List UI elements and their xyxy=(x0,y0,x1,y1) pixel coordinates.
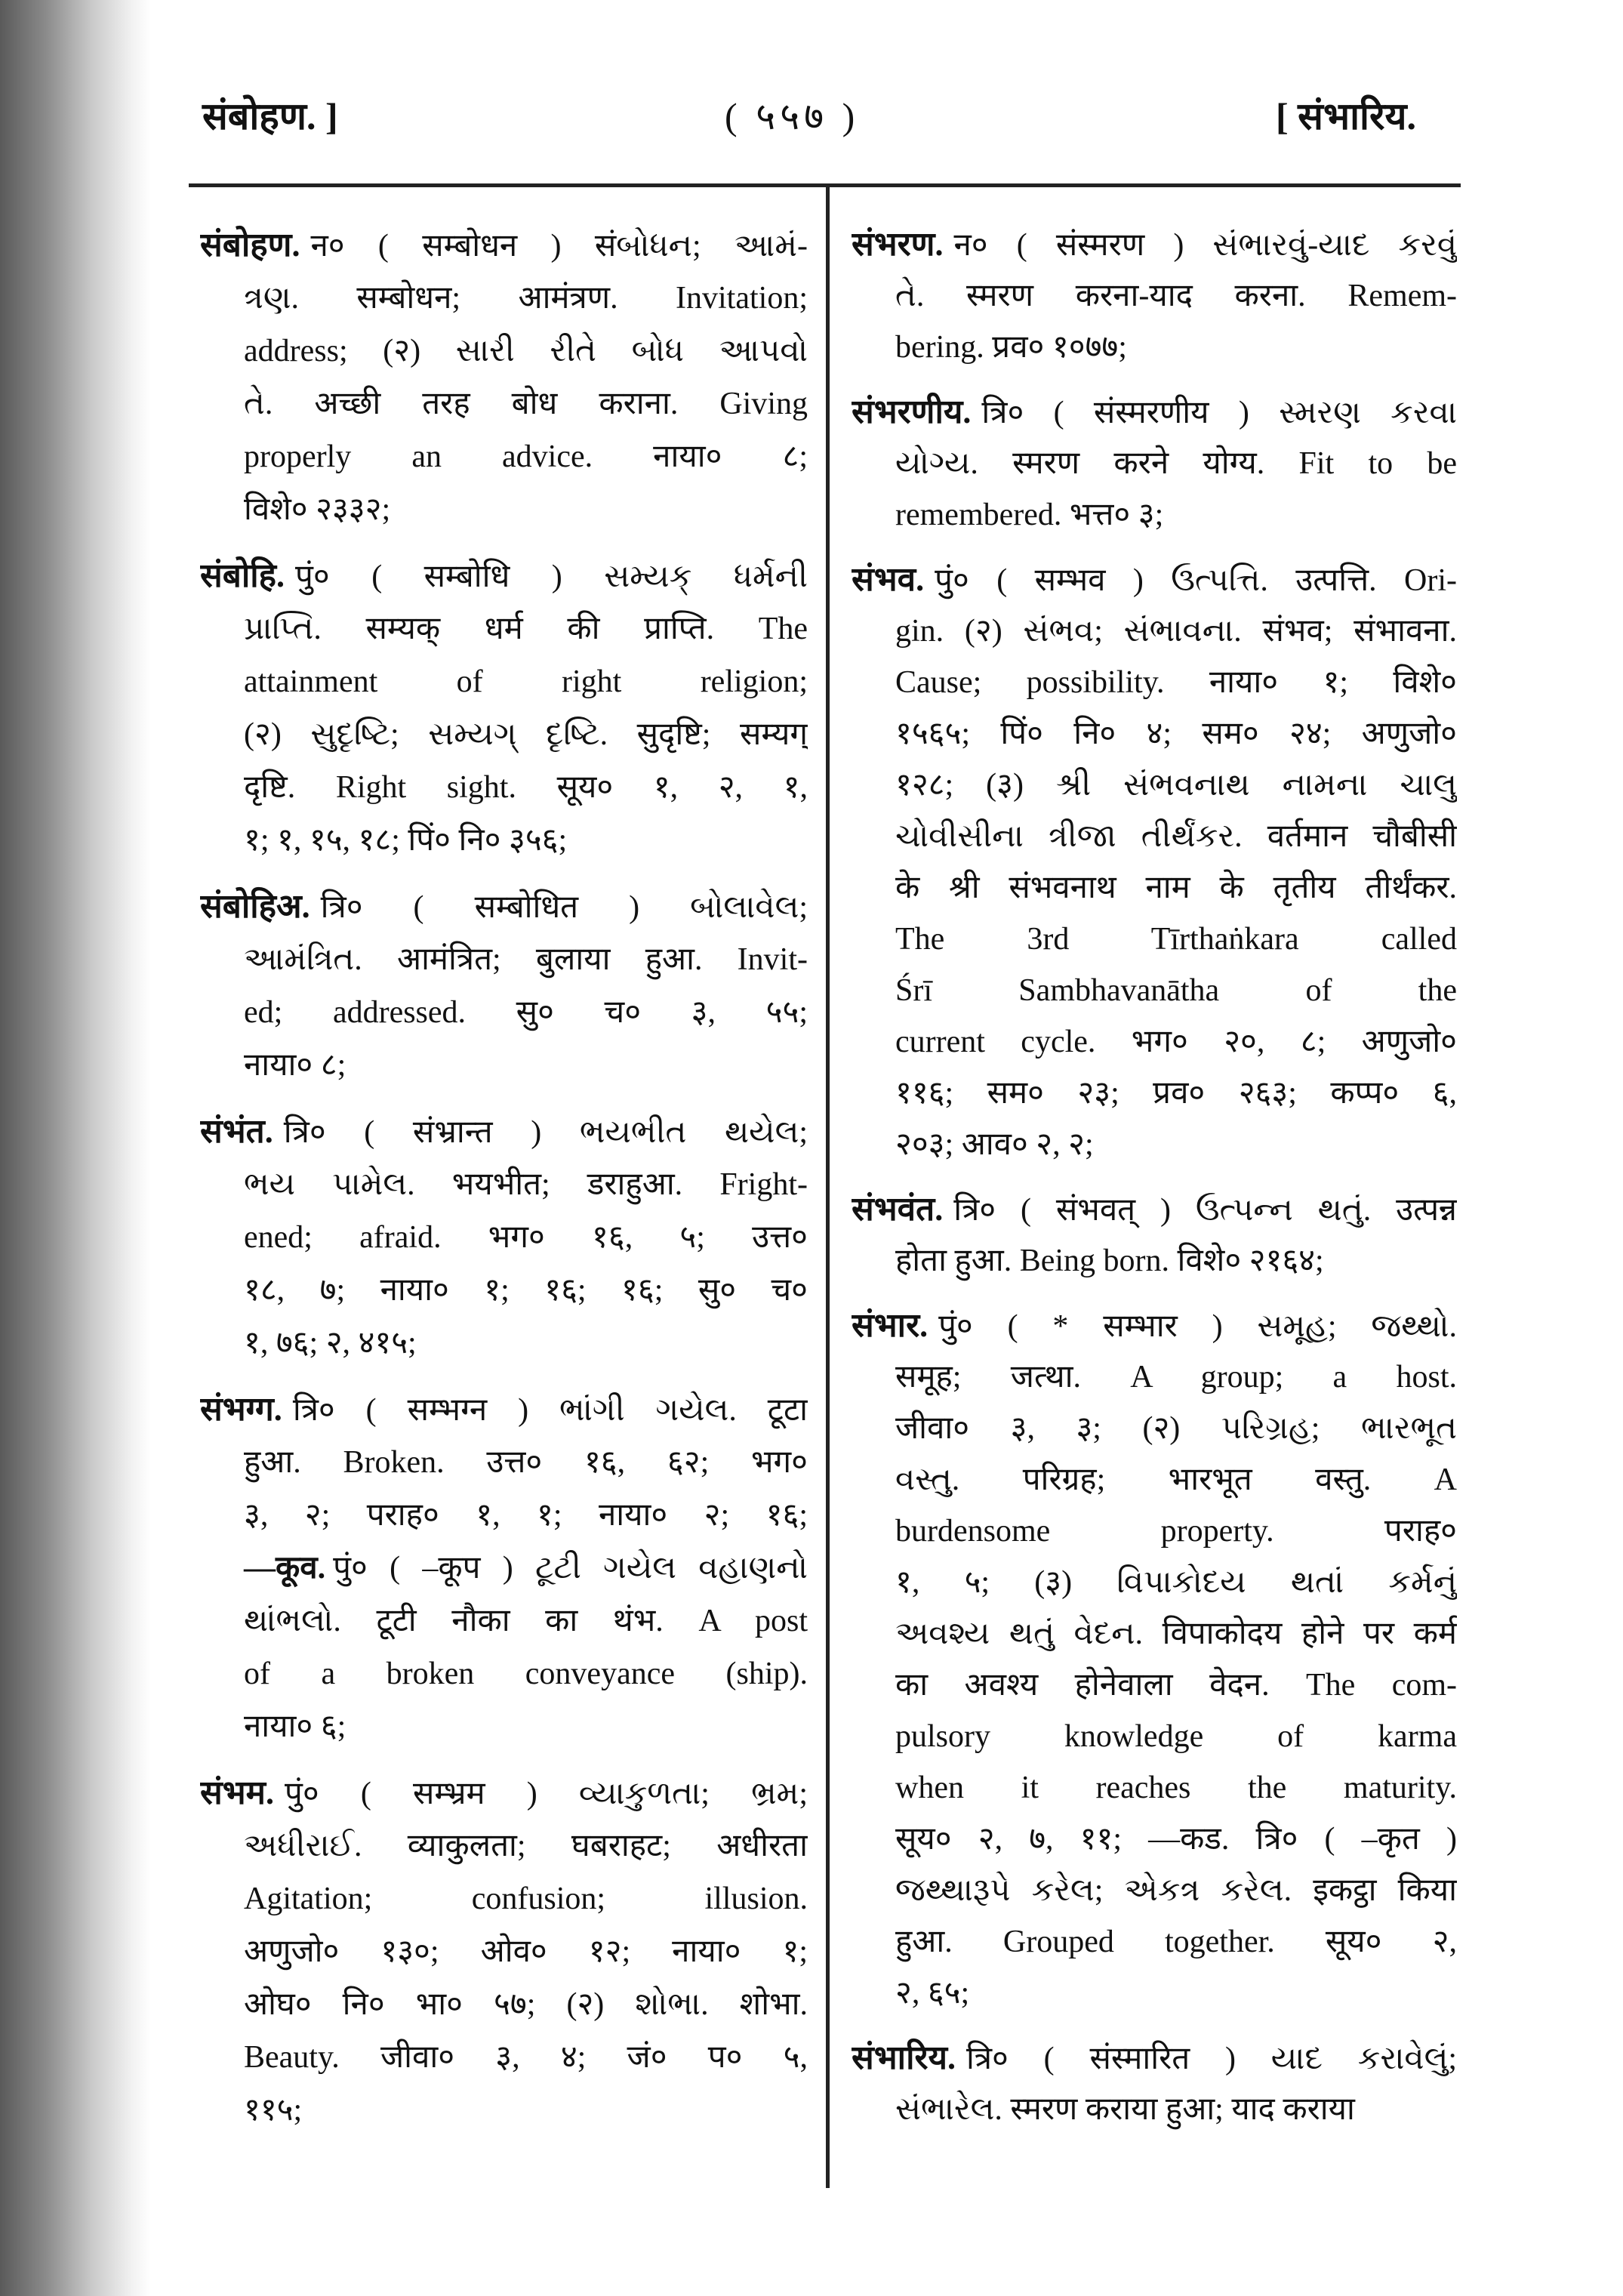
entry-text: પ્રાપ્તિ. सम्यक् धर्म की प्राप्ति. The xyxy=(244,612,808,646)
entry-line xyxy=(852,708,1457,760)
entry-line xyxy=(200,1978,808,2031)
headword: संभारिय. xyxy=(852,2039,956,2076)
entry-line xyxy=(200,1317,808,1370)
entry-text: bering. प्रव० १०७७; xyxy=(895,330,1127,365)
entry-text: होता हुआ. Being born. विशे० २१६४; xyxy=(895,1244,1324,1278)
dictionary-entry xyxy=(200,550,808,867)
entry-text: दृष्टि. Right sight. सूय० १, २, १, xyxy=(244,770,808,805)
entry-text: properly an advice. नाया० ८; xyxy=(244,439,808,474)
entry-line xyxy=(200,1700,808,1753)
entry-line xyxy=(200,1820,808,1872)
entry-line xyxy=(200,933,808,986)
entry-line xyxy=(852,1968,1457,2019)
entry-line xyxy=(200,1105,808,1158)
headword: संबोहि. xyxy=(200,557,285,594)
entry-text: त्रि० ( संस्मारित ) યાદ કરાવેલું; xyxy=(965,2042,1457,2076)
dictionary-entry xyxy=(200,219,808,536)
headword: संभरणीय. xyxy=(852,393,972,430)
entry-line xyxy=(852,322,1457,373)
entry-line xyxy=(852,1762,1457,1814)
entry-text: पुं० ( सम्भ्रम ) વ્યાકુળતા; ભ્રમ; xyxy=(285,1777,808,1811)
entry-text: न० ( संस्मरण ) સંભારવું-યાદ કરવું xyxy=(953,228,1457,263)
entry-line xyxy=(852,1016,1457,1068)
entry-line xyxy=(200,1211,808,1264)
entry-line xyxy=(200,219,808,272)
running-head-right: [ संभारिय. xyxy=(1276,95,1416,137)
entry-text: અવશ્ય થતું વેદન. विपाकोदय होने पर कर्म xyxy=(895,1616,1457,1651)
entry-text: पुं० ( –कूप ) ટૂટી ગયેલ વહાણનો xyxy=(333,1551,808,1586)
entry-text: યોગ્ય. स्मरण करने योग्य. Fit to be xyxy=(895,446,1457,481)
entry-line xyxy=(852,1184,1457,1235)
headword: संभंत. xyxy=(200,1113,273,1150)
entry-text: of a broken conveyance (ship). xyxy=(244,1657,808,1691)
entry-line xyxy=(200,1039,808,1092)
entry-line xyxy=(200,550,808,603)
entry-text: १८, ७; नाया० १; १६; १६; सु० च० xyxy=(244,1273,808,1308)
entry-text: વસ્તુ. परिग्रह; भारभूत वस्तु. A xyxy=(895,1462,1457,1497)
entry-text: Beauty. जीवा० ३, ४; जं० प० ५, xyxy=(244,2040,808,2075)
entry-line xyxy=(852,657,1457,708)
page-number: ( ५५७ ) xyxy=(725,95,860,137)
entry-text: burdensome property. पराह० xyxy=(895,1514,1457,1549)
entry-text: के श्री संभवनाथ नाम के तृतीय तीर्थंकर. xyxy=(895,871,1457,905)
entry-text: તે. स्मरण करना-याद करना. Remem- xyxy=(895,279,1457,313)
entry-line xyxy=(852,1119,1457,1170)
entry-line xyxy=(852,270,1457,322)
entry-line xyxy=(852,1235,1457,1287)
entry-text: Śrī Sambhavanātha of the xyxy=(895,973,1457,1008)
entry-line xyxy=(200,1383,808,1436)
entry-line xyxy=(200,1647,808,1700)
entry-text: થાંભલો. टूटी नौका का थंभ. A post xyxy=(244,1604,808,1638)
entry-text: त्रि० ( संभवत् ) ઉત્પન્ન થતું. उत्पन्न xyxy=(953,1193,1457,1228)
entry-line xyxy=(200,880,808,933)
entry-line xyxy=(852,1300,1457,1351)
entry-line xyxy=(852,1454,1457,1505)
entry-line xyxy=(200,708,808,761)
left-column xyxy=(200,219,808,2150)
entry-text: સંભારેલ. स्मरण कराया हुआ; याद कराया xyxy=(895,2092,1355,2127)
entry-line xyxy=(852,1557,1457,1608)
entry-line xyxy=(852,1351,1457,1403)
entry-text: का अवश्य होनेवाला वेदन. The com- xyxy=(895,1668,1457,1703)
entry-text: pulsory knowledge of karma xyxy=(895,1719,1457,1754)
entry-line xyxy=(852,1711,1457,1762)
entry-line xyxy=(852,1916,1457,1968)
entry-text: सूय० २, ७, ११; —कड. त्रि० ( –कृत ) xyxy=(895,1822,1457,1857)
entry-line xyxy=(852,219,1457,270)
entry-line xyxy=(200,1542,808,1595)
running-head-left: संबोहण. ] xyxy=(202,95,338,137)
entry-text: ભય પામેલ. भयभीत; डराहुआ. Fright- xyxy=(244,1167,808,1202)
entry-line xyxy=(852,438,1457,489)
dictionary-entry xyxy=(852,554,1457,1170)
entry-line xyxy=(200,2031,808,2084)
entry-text: १, ७६; २, ४१५; xyxy=(244,1326,417,1361)
entry-line xyxy=(200,655,808,708)
dictionary-entry xyxy=(852,2032,1457,2135)
entry-line xyxy=(200,378,808,430)
entry-line xyxy=(200,430,808,483)
dictionary-entry xyxy=(200,1383,808,1753)
entry-text: पुं० ( सम्बोधि ) સમ્યક્ ધર્મની xyxy=(295,559,808,594)
entry-line xyxy=(200,1489,808,1542)
entry-text: The 3rd Tīrthaṅkara called xyxy=(895,922,1457,957)
entry-text: Agitation; confusion; illusion. xyxy=(244,1881,808,1916)
entry-line xyxy=(200,1872,808,1925)
column-divider xyxy=(826,183,830,2188)
entry-line xyxy=(852,2032,1457,2084)
headword: संभव. xyxy=(852,561,925,598)
entry-line xyxy=(200,1158,808,1211)
entry-text: when it reaches the maturity. xyxy=(895,1771,1457,1805)
entry-text: ओघ० नि० भा० ५७; (२) શોભા. शोभा. xyxy=(244,1987,808,2022)
entry-line xyxy=(852,387,1457,438)
entry-line xyxy=(852,489,1457,541)
headword: संबोहिअ. xyxy=(200,888,310,925)
entry-text: न० ( सम्बोधन ) संબોધન; આમં- xyxy=(310,229,808,264)
entry-text: ११५; xyxy=(244,2093,303,2128)
entry-text: १; १, १५, १८; पिं० नि० ३५६; xyxy=(244,823,568,858)
dictionary-entry xyxy=(200,1105,808,1370)
entry-line xyxy=(200,325,808,378)
entry-line xyxy=(852,1660,1457,1711)
entry-line xyxy=(852,1608,1457,1660)
dictionary-entry xyxy=(852,387,1457,541)
entry-line xyxy=(200,483,808,536)
entry-line xyxy=(200,1767,808,1820)
entry-line xyxy=(200,1264,808,1317)
entry-text: gin. (२) સંભવ; સંભાવના. संभव; संभावना. xyxy=(895,614,1457,649)
entry-text: (२) સુદૃષ્ટિ; સમ્યગ્ દૃષ્ટિ. सुदृष्टि; सम्यग् xyxy=(244,717,808,752)
scan-shadow-edge xyxy=(0,0,151,2296)
entry-line xyxy=(852,554,1457,606)
dictionary-entry xyxy=(852,1300,1457,2019)
entry-text: ત્રણ. सम्बोधन; आमंत्रण. Invitation; xyxy=(244,281,808,316)
entry-text: ed; addressed. सु० च० ३, ५५; xyxy=(244,995,808,1030)
entry-text: त्रि० ( संभ्रान्त ) ભયભીત થયેલ; xyxy=(283,1115,808,1150)
entry-text: २, ६५; xyxy=(895,1976,970,2011)
dictionary-entry xyxy=(852,219,1457,373)
entry-line xyxy=(852,1505,1457,1557)
entry-text: त्रि० ( संस्मरणीय ) સ્મરણ કરવા xyxy=(981,396,1457,430)
headword: संभग्ग. xyxy=(200,1391,282,1428)
sub-headword: —कूव. xyxy=(244,1551,326,1586)
entry-line xyxy=(852,2084,1457,2135)
entry-line xyxy=(852,862,1457,914)
entry-line xyxy=(200,1436,808,1489)
entry-text: १, ५; (३) વિપાકોદય થતાં કર્મનું xyxy=(895,1565,1457,1600)
entry-line xyxy=(852,760,1457,811)
entry-text: Cause; possibility. नाया० १; विशे० xyxy=(895,665,1457,700)
dictionary-entry xyxy=(852,1184,1457,1287)
headword: संबोहण. xyxy=(200,227,300,264)
entry-line xyxy=(852,1814,1457,1865)
entry-text: पुं० ( * सम्भार ) સમૂહ; જથ્થો. xyxy=(938,1309,1457,1344)
right-column xyxy=(852,219,1457,2149)
dictionary-entry xyxy=(200,880,808,1092)
entry-line xyxy=(852,1865,1457,1916)
entry-text: જથ્થારૂપે કરેલ; એકત્ર કરેલ. इकट्ठा किया xyxy=(895,1873,1457,1908)
headword: संभवंत. xyxy=(852,1191,944,1228)
entry-text: attainment of right religion; xyxy=(244,664,808,699)
dictionary-entry xyxy=(200,1767,808,2137)
header-rule xyxy=(189,183,1461,187)
entry-line xyxy=(852,606,1457,657)
entry-text: त्रि० ( सम्बोधित ) બોલાવેલ; xyxy=(320,890,808,925)
entry-text: આમંત્રિત. आमंत्रित; बुलाया हुआ. Invit- xyxy=(244,942,808,977)
entry-text: તે. अच्छी तरह बोध कराना. Giving xyxy=(244,387,808,421)
entry-text: २०३; आव० २, २; xyxy=(895,1127,1094,1162)
entry-line xyxy=(200,603,808,655)
entry-text: हुआ. Grouped together. सूय० २, xyxy=(895,1925,1457,1959)
entry-line xyxy=(852,965,1457,1016)
headword: संभरण. xyxy=(852,226,944,263)
entry-line xyxy=(200,814,808,867)
entry-line xyxy=(200,2084,808,2137)
entry-text: समूह; जत्था. A group; a host. xyxy=(895,1360,1457,1395)
headword: संभार. xyxy=(852,1307,929,1344)
entry-text: पुं० ( सम्भव ) ઉત્પત્તિ. उत्पत्ति. Ori- xyxy=(935,563,1457,598)
entry-text: remembered. भत्त० ३; xyxy=(895,498,1164,532)
entry-text: जीवा० ३, ३; (२) પરિગ્રહ; ભારભૂત xyxy=(895,1411,1457,1446)
entry-text: १५६५; पिं० नि० ४; सम० २४; अणुजो० xyxy=(895,717,1457,751)
entry-text: ened; afraid. भग० १६, ५; उत्त० xyxy=(244,1220,808,1255)
entry-line xyxy=(200,986,808,1039)
entry-text: address; (२) સારી રીતે બોધ આપવો xyxy=(244,334,808,368)
entry-text: विशे० २३३२; xyxy=(244,492,391,527)
entry-text: अणुजो० १३०; ओव० १२; नाया० १; xyxy=(244,1934,808,1969)
entry-line xyxy=(852,914,1457,965)
entry-text: ११६; सम० २३; प्रव० २६३; कप्प० ६, xyxy=(895,1076,1457,1111)
entry-text: नाया० ६; xyxy=(244,1709,346,1744)
entry-line xyxy=(852,1068,1457,1119)
entry-line xyxy=(852,811,1457,862)
entry-line xyxy=(200,1595,808,1647)
entry-text: नाया० ८; xyxy=(244,1048,346,1083)
entry-text: અધીરાઈ. व्याकुलता; घबराहट; अधीरता xyxy=(244,1829,808,1863)
entry-text: हुआ. Broken. उत्त० १६, ६२; भग० xyxy=(244,1445,808,1480)
entry-line xyxy=(200,272,808,325)
entry-text: current cycle. भग० २०, ८; अणुजो० xyxy=(895,1025,1457,1059)
entry-text: ३, २; पराह० १, १; नाया० २; १६; xyxy=(244,1498,808,1533)
entry-line xyxy=(852,1403,1457,1454)
entry-line xyxy=(200,1925,808,1978)
entry-text: त्रि० ( सम्भग्न ) ભાંગી ગયેલ. टूटा xyxy=(292,1393,808,1428)
headword: संभम. xyxy=(200,1774,274,1811)
entry-line xyxy=(200,761,808,814)
entry-text: १२८; (३) શ્રી સંભવનાથ નામના ચાલુ xyxy=(895,768,1457,803)
entry-text: ચોવીસીના ત્રીજા તીર્થંકર. वर्तमान चौबीसी xyxy=(895,819,1457,854)
